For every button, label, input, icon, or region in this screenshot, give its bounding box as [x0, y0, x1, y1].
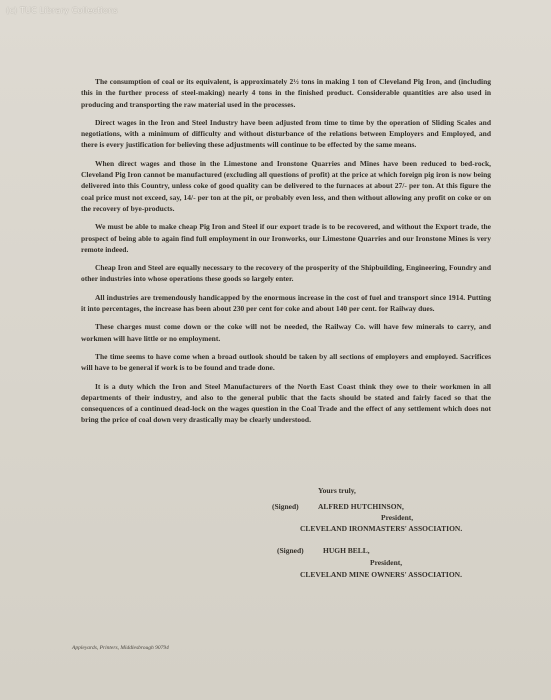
- printer-imprint: Appleyards, Printers, Middlesbrough 90794: [72, 645, 169, 651]
- watermark: (c) TUC Library Collections: [6, 6, 118, 15]
- signatory-title-2: President,: [370, 558, 403, 567]
- signed-label-2: (Signed): [277, 546, 304, 555]
- letter-body: [81, 76, 491, 433]
- paragraph-export-trade: We must be able to make cheap Pig Iron and Steel if our export trade is to be recovered, and without the Export trade, the prospect of being able to again find full employment in our Ironworks, our Limestone Quarries and our Ironstone Mines is very remote indeed.: [81, 222, 491, 254]
- closing: Yours truly,: [318, 486, 356, 495]
- paragraph-cheap-iron: Cheap Iron and Steel are equally necessary to the recovery of the prosperity of the Shipbuilding, Engineering, Foundry and other industries into whose operations these goods so largely enter.: [81, 263, 491, 284]
- signatory-org-1: CLEVELAND IRONMASTERS' ASSOCIATION.: [300, 524, 463, 533]
- paragraph-charges: These charges must come down or the coke will not be needed, the Railway Co. will have few minerals to carry, and workmen will have little or no employment.: [81, 322, 491, 343]
- paragraph-pig-iron-price: When direct wages and those in the Limestone and Ironstone Quarries and Mines have been reduced to bed-rock, Cleveland Pig Iron cannot be manufactured (excluding all questions of profit) at the price at which foreign pig iron is now being delivered into this Country, unless coke of good quality can be delivered to the furnaces at about 27/- per ton. At this figure the coal price must not exceed, say, 14/- per ton at the pit, or probably even less, and then without allowing any profit on coke or on the recovery of bye-products.: [81, 158, 491, 213]
- paragraph-direct-wages: Direct wages in the Iron and Steel Industry have been adjusted from time to time by the operation of Sliding Scales and negotiations, with a minimum of difficulty and without disturbance of the relations between Employers and Employed, and there is every justification for believing these adjustments will continue to be effected by the same means.: [81, 117, 491, 150]
- paragraph-duty: It is a duty which the Iron and Steel Manufacturers of the North East Coast think they owe to their workmen in all departments of their industry, and also to the general public that the facts should be stated and fairly faced so that the consequences of a continued dead-lock on the wages question in the Coal Trade and the effect of any settlement which does not bring the price of coal down very drastically may be clearly understood.: [81, 381, 491, 425]
- paragraph-coal-consumption: The consumption of coal or its equivalent, is approximately 2½ tons in making 1 ton of Cleveland Pig Iron, and (including this in the further process of steel-making) nearly 4 tons in the finished product. Considerable quantities are also used in producing and transporting the raw material used in the processes.: [81, 77, 491, 109]
- signatory-title-1: President,: [381, 513, 414, 522]
- signed-label-1: (Signed): [272, 502, 299, 511]
- signatory-org-2: CLEVELAND MINE OWNERS' ASSOCIATION.: [300, 570, 462, 579]
- signatory-name-2: HUGH BELL,: [323, 546, 370, 555]
- paragraph-broad-outlook: The time seems to have come when a broad outlook should be taken by all sections of employers and employed. Sacrifices will have to be general if work is to be found and trade done.: [81, 351, 491, 373]
- paragraph-industries-handicapped: All industries are tremendously handicapped by the enormous increase in the cost of fuel and transport since 1914. Putting it into percentages, the increase has been about 230 per cent for coke and about 140 per cent. for Railway dues.: [81, 292, 491, 314]
- signatory-name-1: ALFRED HUTCHINSON,: [318, 502, 404, 511]
